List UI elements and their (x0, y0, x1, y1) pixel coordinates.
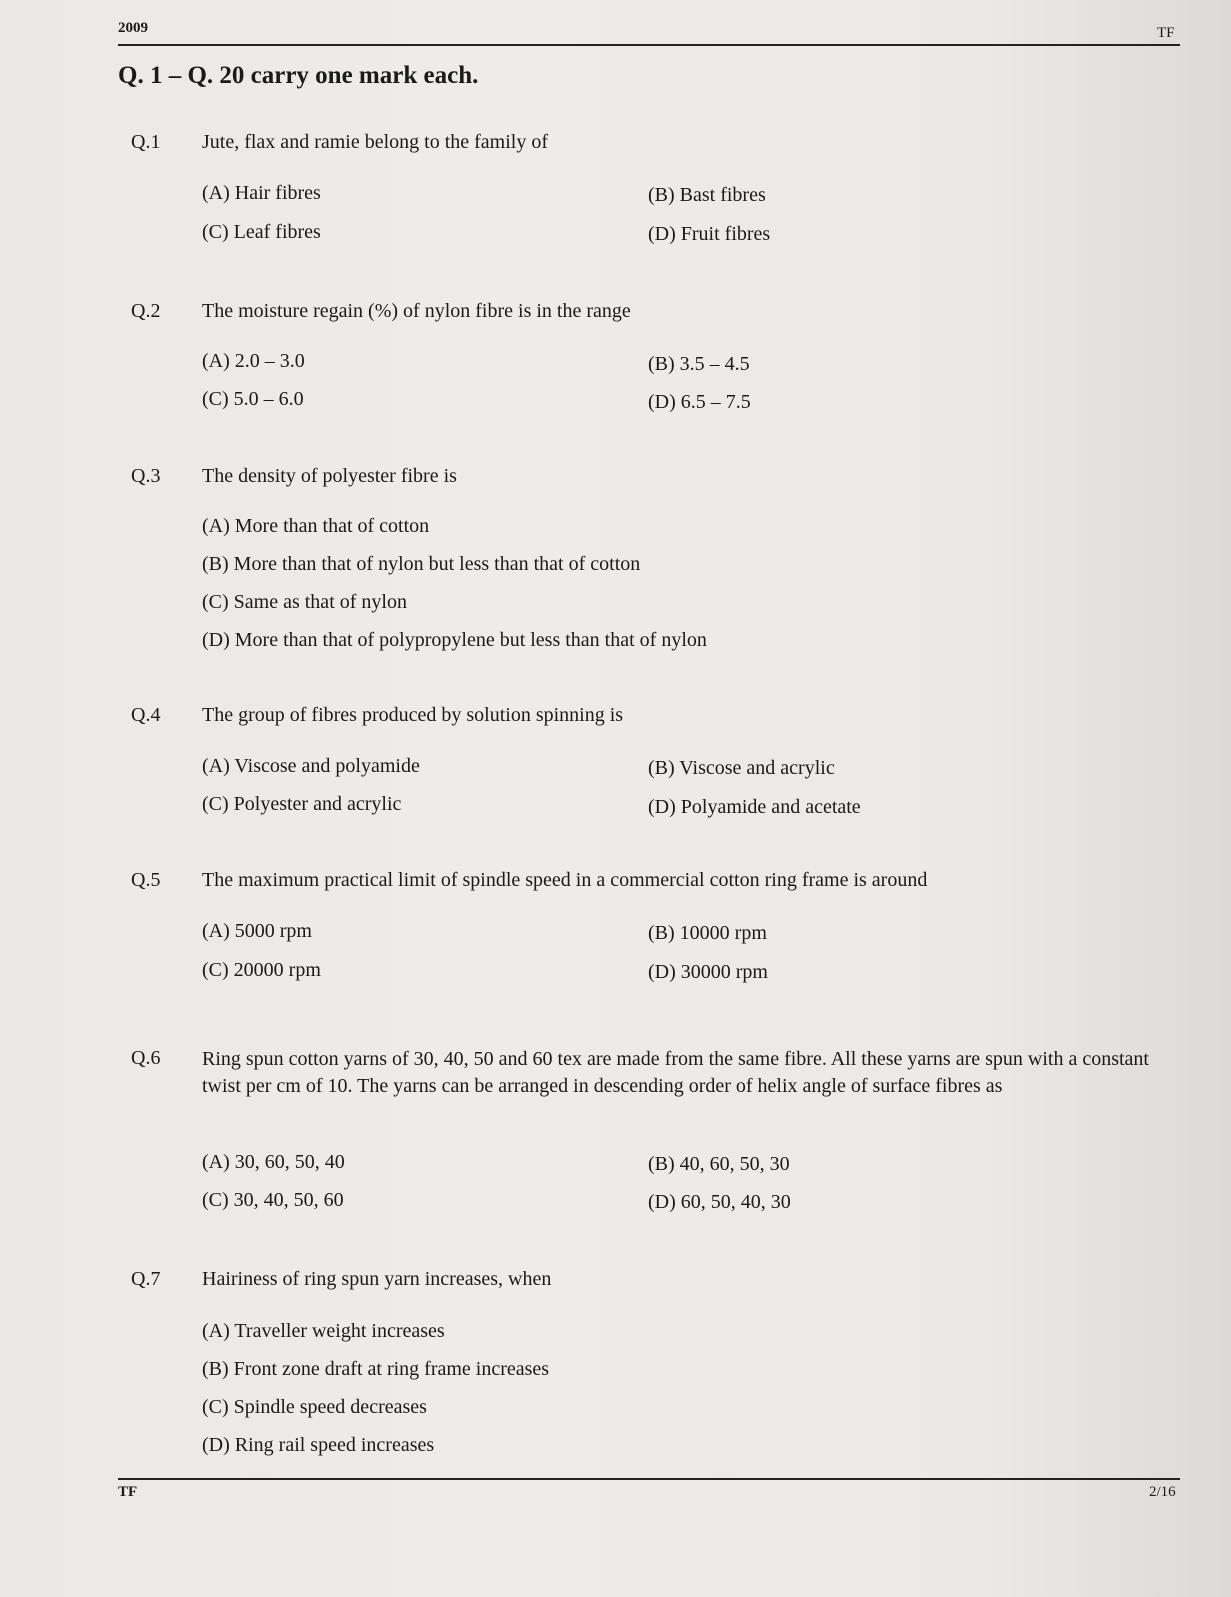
option-c: (C) 20000 rpm (202, 959, 321, 981)
option-c: (C) 5.0 – 6.0 (202, 388, 304, 410)
header-paper-code: TF (1157, 25, 1175, 41)
option-b: (B) 40, 60, 50, 30 (648, 1153, 790, 1175)
page-number: 2/16 (1149, 1484, 1176, 1500)
question-text: The density of polyester fibre is (202, 465, 457, 487)
option-d: (D) Fruit fibres (648, 223, 771, 245)
option-a: (A) More than that of cotton (202, 515, 430, 537)
question-number: Q.3 (131, 465, 161, 487)
option-b: (B) 3.5 – 4.5 (648, 353, 750, 375)
question-number: Q.6 (131, 1047, 161, 1069)
question-text: Jute, flax and ramie belong to the family of (202, 131, 549, 153)
question-text: The maximum practical limit of spindle speed in a commercial cotton ring frame is around (202, 869, 928, 891)
option-a: (A) 5000 rpm (202, 920, 312, 942)
option-c: (C) Spindle speed decreases (202, 1396, 427, 1418)
footer-paper-code: TF (118, 1484, 138, 1500)
question-number: Q.2 (131, 300, 161, 322)
option-b: (B) Bast fibres (648, 184, 766, 206)
question-text: The moisture regain (%) of nylon fibre is in the range (202, 300, 631, 322)
option-c: (C) Leaf fibres (202, 221, 321, 243)
option-b: (B) Front zone draft at ring frame increases (202, 1358, 550, 1380)
option-d: (D) 60, 50, 40, 30 (648, 1191, 791, 1213)
question-text: The group of fibres produced by solution spinning is (202, 704, 624, 726)
option-b: (B) Viscose and acrylic (648, 757, 835, 779)
option-d: (D) 6.5 – 7.5 (648, 391, 751, 413)
footer-rule (118, 1478, 1180, 1480)
question-number: Q.1 (131, 131, 161, 153)
question-text: Hairiness of ring spun yarn increases, when (202, 1268, 552, 1290)
option-c: (C) Same as that of nylon (202, 591, 407, 613)
option-d: (D) More than that of polypropylene but less than that of nylon (202, 629, 707, 651)
option-a: (A) Traveller weight increases (202, 1320, 445, 1342)
option-a: (A) Viscose and polyamide (202, 755, 420, 777)
header-rule (118, 44, 1180, 46)
option-a: (A) Hair fibres (202, 182, 321, 204)
option-c: (C) 30, 40, 50, 60 (202, 1189, 344, 1211)
question-text: Ring spun cotton yarns of 30, 40, 50 and 60 tex are made from the same fibre. All these yarns are spun with a constant twist per cm of 10. The yarns can be arranged in descending order of helix angle of surface fibres as (202, 1048, 1149, 1097)
option-a: (A) 2.0 – 3.0 (202, 350, 305, 372)
option-d: (D) Polyamide and acetate (648, 796, 861, 818)
option-a: (A) 30, 60, 50, 40 (202, 1151, 345, 1173)
question-number: Q.4 (131, 704, 161, 726)
section-title: Q. 1 – Q. 20 carry one mark each. (118, 62, 479, 89)
option-b: (B) 10000 rpm (648, 922, 767, 944)
option-d: (D) 30000 rpm (648, 961, 768, 983)
header-year: 2009 (118, 20, 148, 36)
option-c: (C) Polyester and acrylic (202, 793, 402, 815)
question-number: Q.5 (131, 869, 161, 891)
option-d: (D) Ring rail speed increases (202, 1434, 435, 1456)
question-number: Q.7 (131, 1268, 161, 1290)
option-b: (B) More than that of nylon but less than that of cotton (202, 553, 641, 575)
